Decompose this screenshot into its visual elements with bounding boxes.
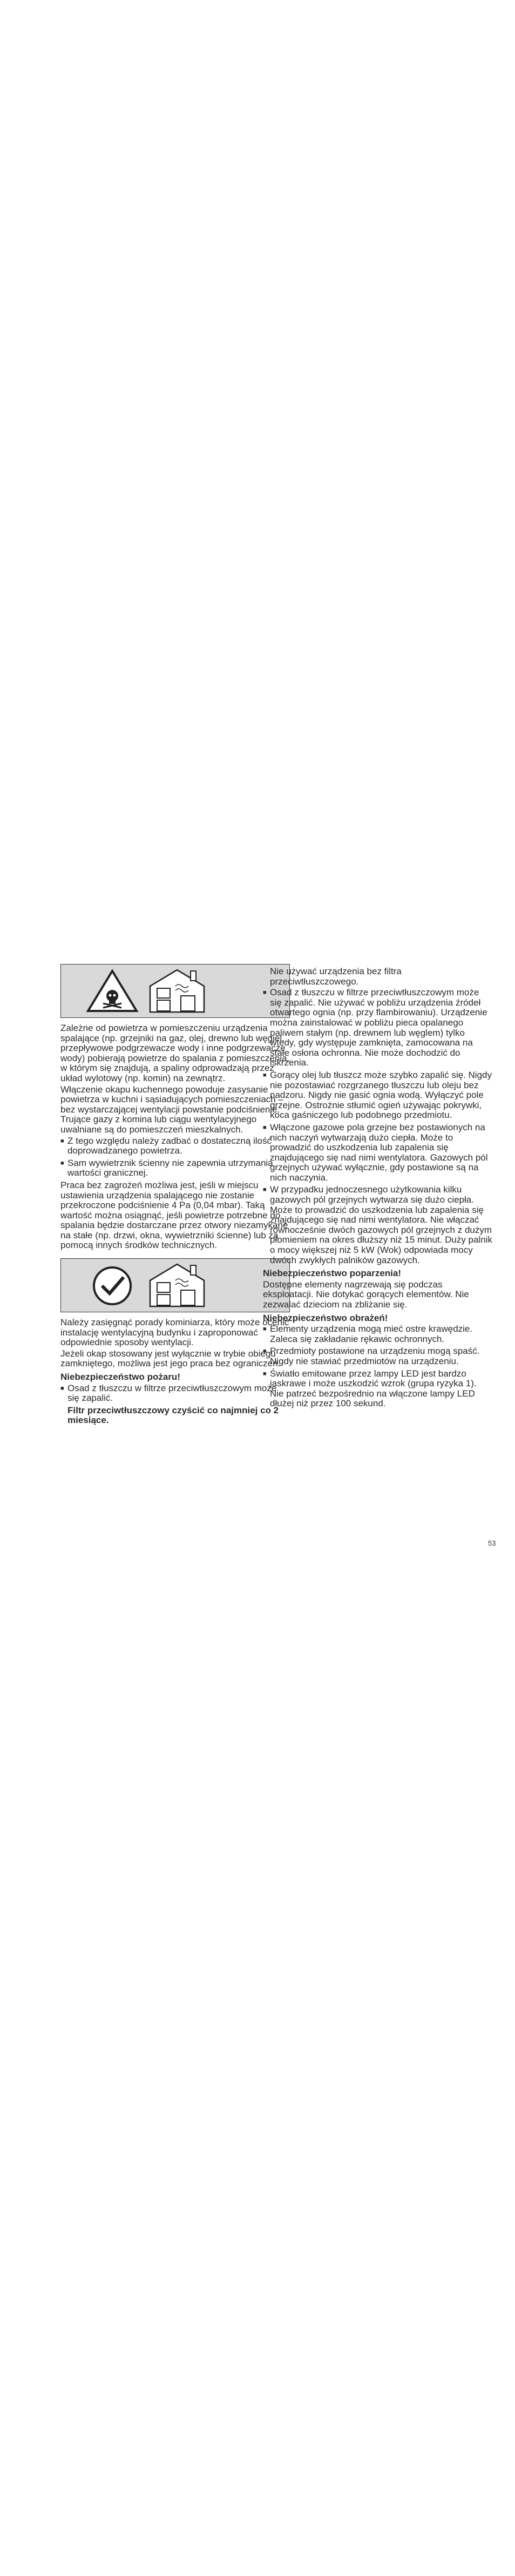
list-item: ■ Elementy urządzenia mogą mieć ostre krawędzie. Zaleca się zakładanie rękawic ochronnych. xyxy=(263,1324,492,1344)
section-heading: Niebezpieczeństwo pożaru! xyxy=(60,1372,180,1383)
left-column xyxy=(60,964,290,1427)
paragraph: Zależne od powietrza w pomieszczeniu urządzenia spalające (np. grzejniki na gaz, olej, drewno lub węgiel, przepływowe podgrzewacze wody i inne podgrzewacze wody) pobierają powietrze do spalania z pomieszczenia, w którym się znajdują, a spaliny odprowadzają przez układ wylotowy (np. komin) na zewnątrz. xyxy=(60,1023,290,1083)
paragraph: Włączenie okapu kuchennego powoduje zasysanie powietrza w kuchni i sąsiadujących pomieszczeniach – bez wystarczającej wentylacji powstanie podciśnienie. Trujące gazy z komina lub ciągu wentylacyjnego uwalniane są do pomieszczeń mieszkalnych. xyxy=(60,1084,283,1135)
paragraph: Praca bez zagrożeń możliwa jest, jeśli w miejscu ustawienia urządzenia spalającego nie zostanie przekroczone podciśnienie 4 Pa (0,04 mbar). Taką wartość można osiągnąć, jeśli powietrze potrzebne do spalania będzie dostarczane przez otwory niezamykane na stałe (np. drzwi, okna, wywietrzniki ścienne) lub za pomocą innych środków technicznych. xyxy=(60,1179,288,1251)
skull-warning-triangle-house-icon xyxy=(61,965,289,1017)
list-item: ■ Osad z tłuszczu w filtrze przeciwtłuszczowym może się zapalić. Nie używać w pobliżu urządzenia źródeł otwartego ognia (np. przy flambirowaniu). Urządzenie można zainstalować w pobliżu pieca opalanego paliwem stałym (np. drewnem lub węglem) tylko wtedy, gdy występuje zamknięta, zamocowana na stałe osłona ochronna. Nie może dochodzić do iskrzenia. xyxy=(263,988,492,1068)
section-heading: Niebezpieczeństwo obrażeń! xyxy=(263,1312,388,1323)
checkmark-house-icon xyxy=(61,1259,289,1312)
page-number: 53 xyxy=(488,1539,496,1547)
paragraph: Jeżeli okap stosowany jest wyłącznie w trybie obiegu zamkniętego, możliwa jest jego praca bez ograniczeń. xyxy=(60,1348,281,1369)
paragraph: Nie używać urządzenia bez filtra przeciwtłuszczowego. xyxy=(270,966,402,987)
list-item: ■ Światło emitowane przez lampy LED jest bardzo jaskrawe i może uszkodzić wzrok (grupa ryzyka 1). Nie patrzeć bezpośrednio na włączone lampy LED dłużej niż przez 100 sekund. xyxy=(263,1369,492,1409)
paragraph-bold: Filtr przeciwtłuszczowy czyścić co najmniej co 2 miesiące. xyxy=(67,1405,279,1426)
list-item: ■ Włączone gazowe pola grzejne bez postawionych na nich naczyń wytwarzają dużo ciepła. Może to prowadzić do uszkodzenia lub zapalenia się znajdującego się nad nimi wentylatora. Gazowych pól grzejnych używać wyłącznie, gdy postawione są na nich naczynia. xyxy=(263,1123,492,1183)
list-item: ■ Z tego względu należy zadbać o dostateczną ilość doprowadzanego powietrza. xyxy=(60,1136,290,1156)
section-heading: Niebezpieczeństwo poparzenia! xyxy=(263,1268,401,1279)
list-item: ■ Sam wywietrznik ścienny nie zapewnia utrzymania wartości granicznej. xyxy=(60,1158,290,1178)
list-item: ■ W przypadku jednoczesnego użytkowania kilku gazowych pól grzejnych wytwarza się dużo ciepła. Może to prowadzić do uszkodzenia lub zapalenia się znajdującego się nad nimi wentylatora. Nie włączać równocześnie dwóch gazowych pól grzejnych z dużym płomieniem na okres dłuższy niż 15 minut. Duży palnik o mocy większej niż 5 kW (Wok) odpowiada mocy dwóch zwykłych palników gazowych. xyxy=(263,1185,492,1265)
right-column xyxy=(263,967,492,1411)
paragraph: Dostępne elementy nagrzewają się podczas eksploatacji. Nie dotykać gorących elementów. Nie zezwalać dzieciom na zbliżanie się. xyxy=(263,1279,469,1310)
warning-pictogram xyxy=(60,964,290,1018)
paragraph: Należy zasięgnąć porady kominiarza, który może ocenić instalację wentylacyjną budynku i zaproponować odpowiednie sposoby wentylacji. xyxy=(60,1317,289,1348)
list-item: ■ Osad z tłuszczu w filtrze przeciwtłuszczowym może się zapalić. xyxy=(60,1384,290,1404)
list-item: ■ Gorący olej lub tłuszcz może szybko zapalić się. Nigdy nie pozostawiać rozgrzanego tłuszczu lub oleju bez nadzoru. Nigdy nie gasić ognia wodą. Wyłączyć pole grzejne. Ostrożnie stłumić ogień używając pokrywki, koca gaśniczego lub podobnego przedmiotu. xyxy=(263,1070,492,1121)
list-item: ■ Przedmioty postawione na urządzeniu mogą spaść. Nigdy nie stawiać przedmiotów na urządzeniu. xyxy=(263,1346,492,1366)
ok-pictogram xyxy=(60,1258,290,1312)
